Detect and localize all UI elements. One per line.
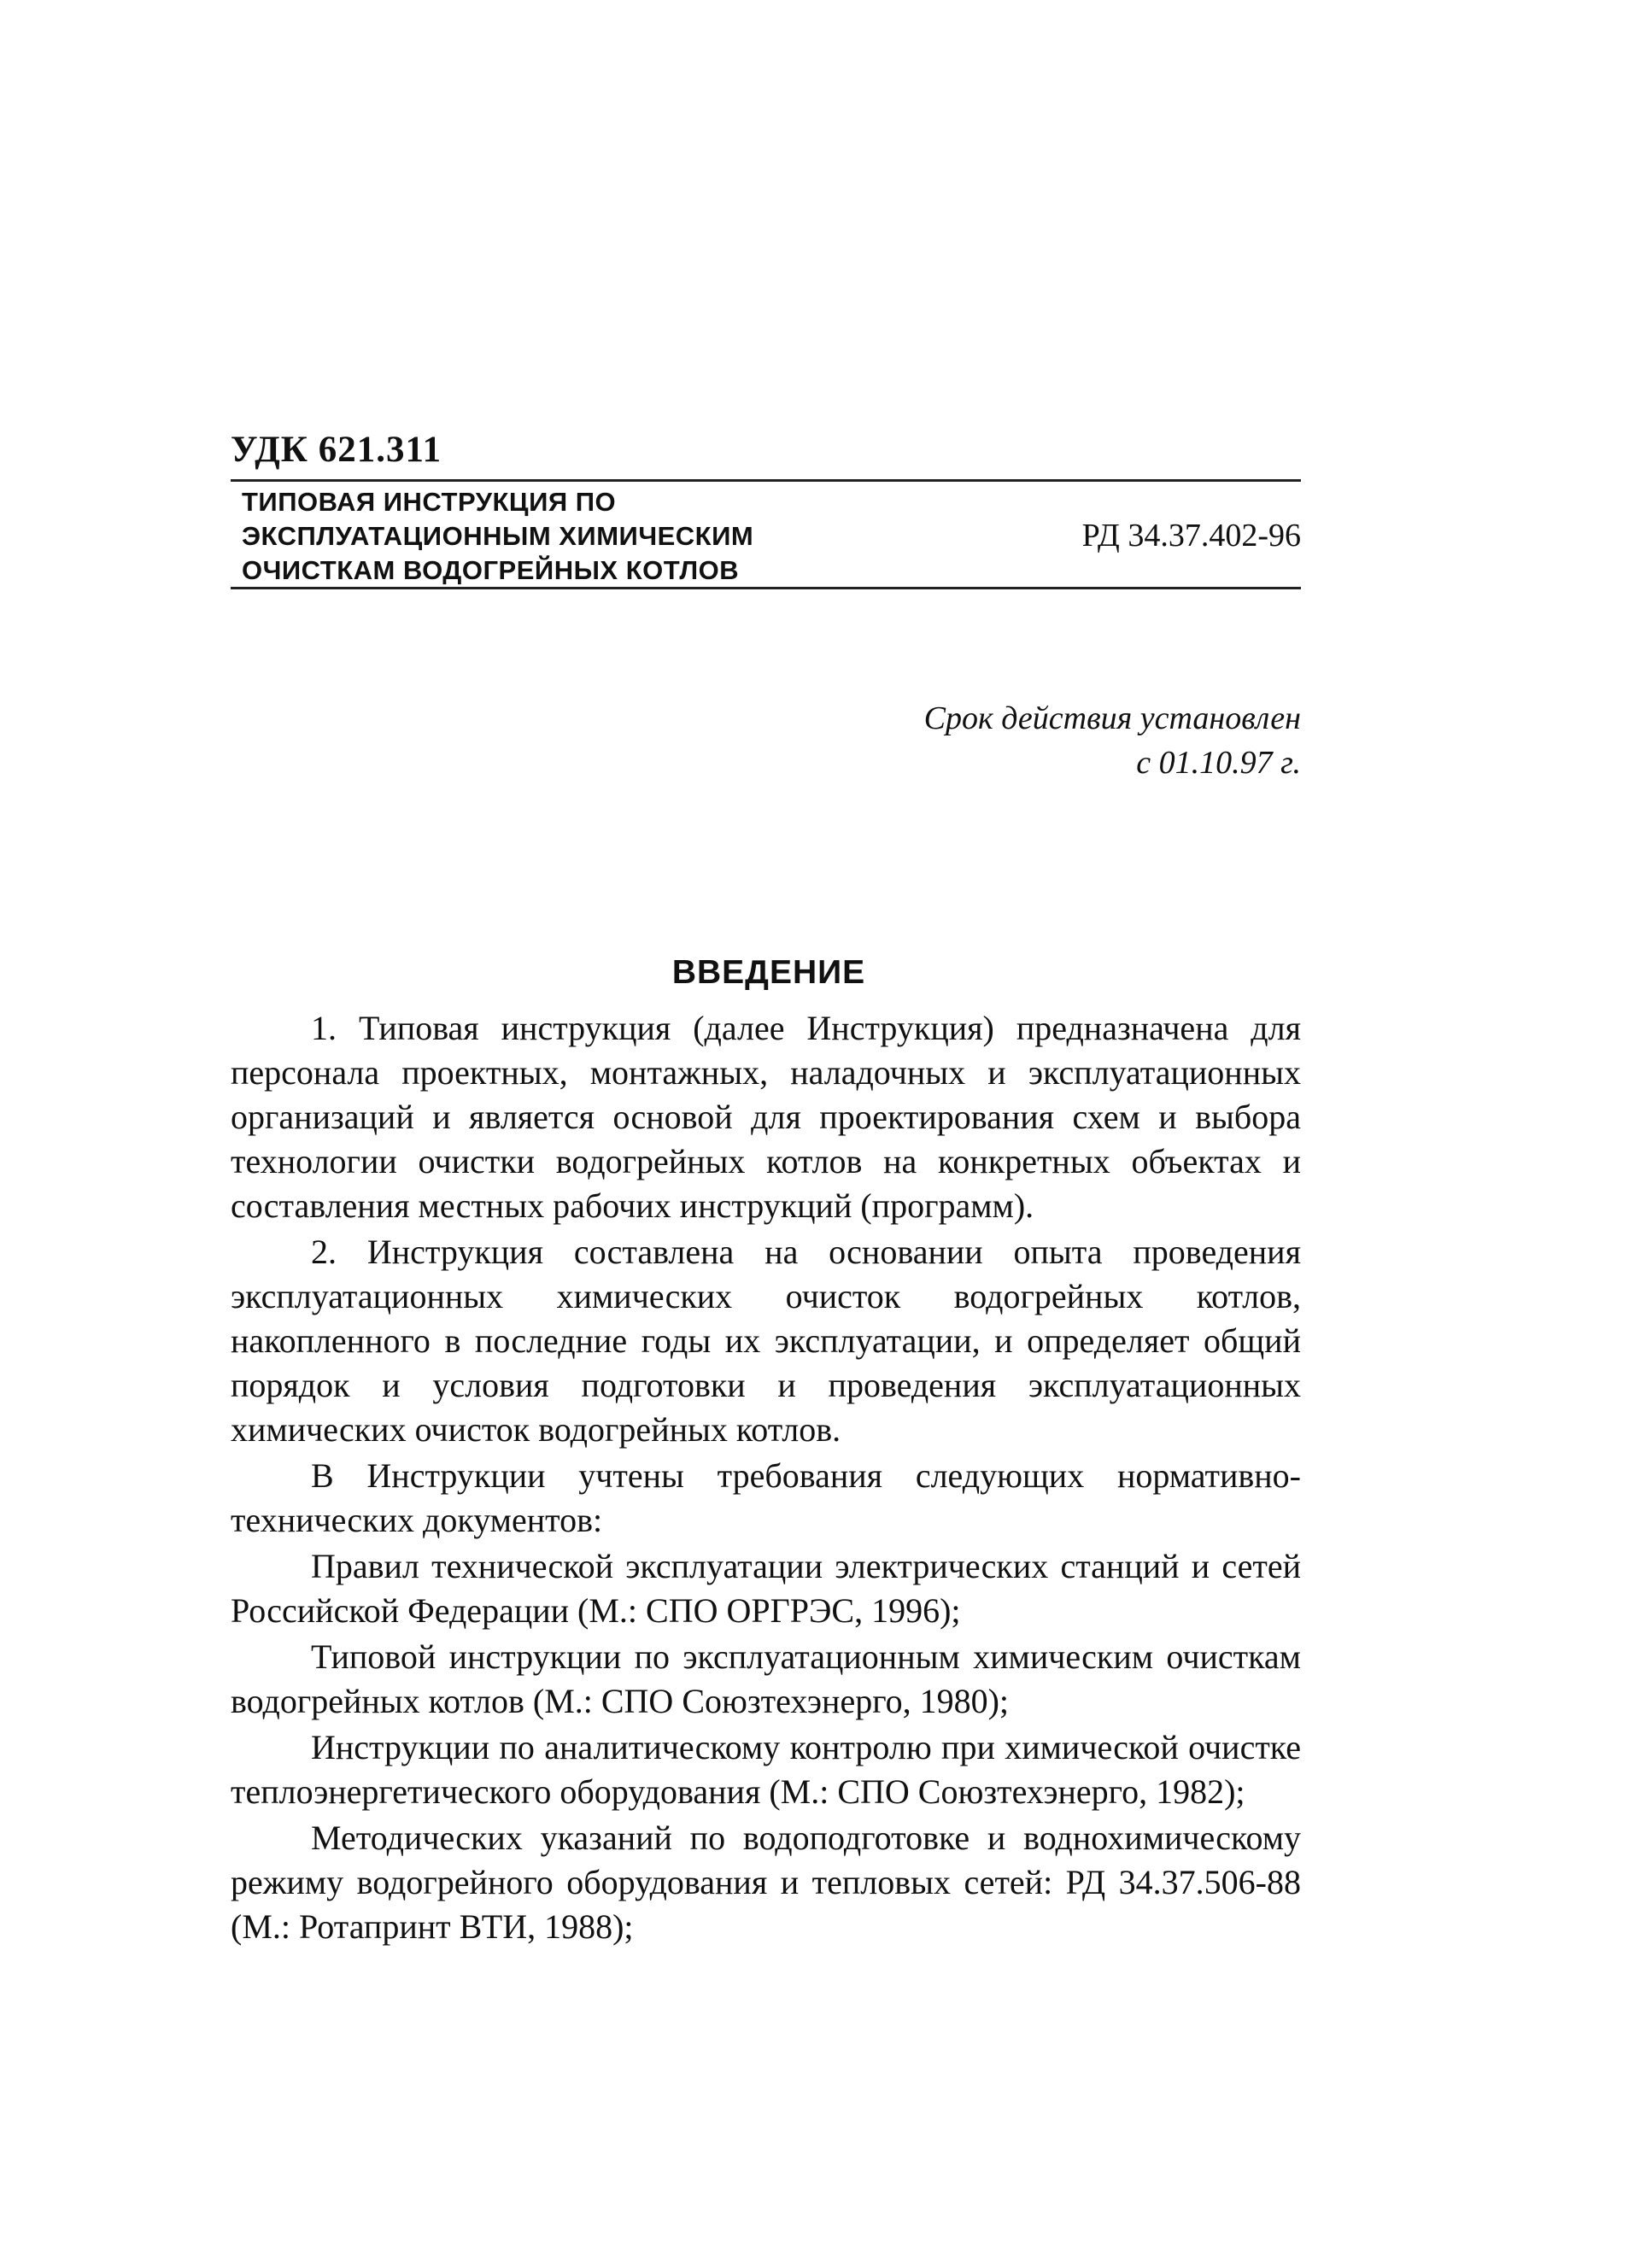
document-title-line: ЭКСПЛУАТАЦИОННЫМ ХИМИЧЕСКИМ (242, 521, 754, 551)
paragraph: 2. Инструкция составлена на основании опыта проведения эксплуатационных химических очисток водогрейных котлов, накопленного в последние годы их эксплуатации, и определяет общий порядок и условия подготовки и проведения эксплуатационных химических очисток водогрейных котлов. (231, 1233, 1301, 1449)
document-code: РД 34.37.402-96 (1081, 518, 1301, 554)
document-title (242, 485, 840, 588)
validity-note (924, 696, 1301, 785)
paragraph: В Инструкции учтены требования следующих нормативно-технических документов: (231, 1456, 1301, 1539)
paragraph: 1. Типовая инструкция (далее Инструкция) предназначена для персонала проектных, монтажных, наладочных и эксплуатационных организаций и является основой для проектирования схем и выбора технологии очистки водогрейных котлов на конкретных объектах и составления местных рабочих инструкций (программ). (231, 1009, 1301, 1225)
paragraph: Инструкции по аналитическому контролю при химической очистке теплоэнергетического оборудования (М.: СПО Союзтехэнерго, 1982); (231, 1728, 1301, 1811)
header-bottom-rule (231, 587, 1301, 589)
section-body (231, 1006, 1301, 1951)
paragraph: Методических указаний по водоподготовке и воднохимическому режиму водогрейного оборудования и тепловых сетей: РД 34.37.506-88 (М.: Ротапринт ВТИ, 1988); (231, 1819, 1301, 1946)
validity-line: Срок действия установлен (923, 700, 1301, 736)
section-heading: ВВЕДЕНИЕ (671, 954, 866, 991)
paragraph: Типовой инструкции по эксплуатационным химическим очисткам водогрейных котлов (М.: СПО Союзтехэнерго, 1980); (231, 1637, 1301, 1720)
header-top-rule (231, 479, 1301, 482)
document-title-line: ТИПОВАЯ ИНСТРУКЦИЯ ПО (242, 487, 617, 517)
document-title-line: ОЧИСТКАМ ВОДОГРЕЙНЫХ КОТЛОВ (242, 555, 740, 585)
validity-date: с 01.10.97 г. (1136, 745, 1301, 781)
paragraph: Правил технической эксплуатации электрических станций и сетей Российской Федерации (М.: СПО ОРГРЭС, 1996); (231, 1547, 1301, 1630)
udk-code: УДК 621.311 (231, 430, 442, 470)
